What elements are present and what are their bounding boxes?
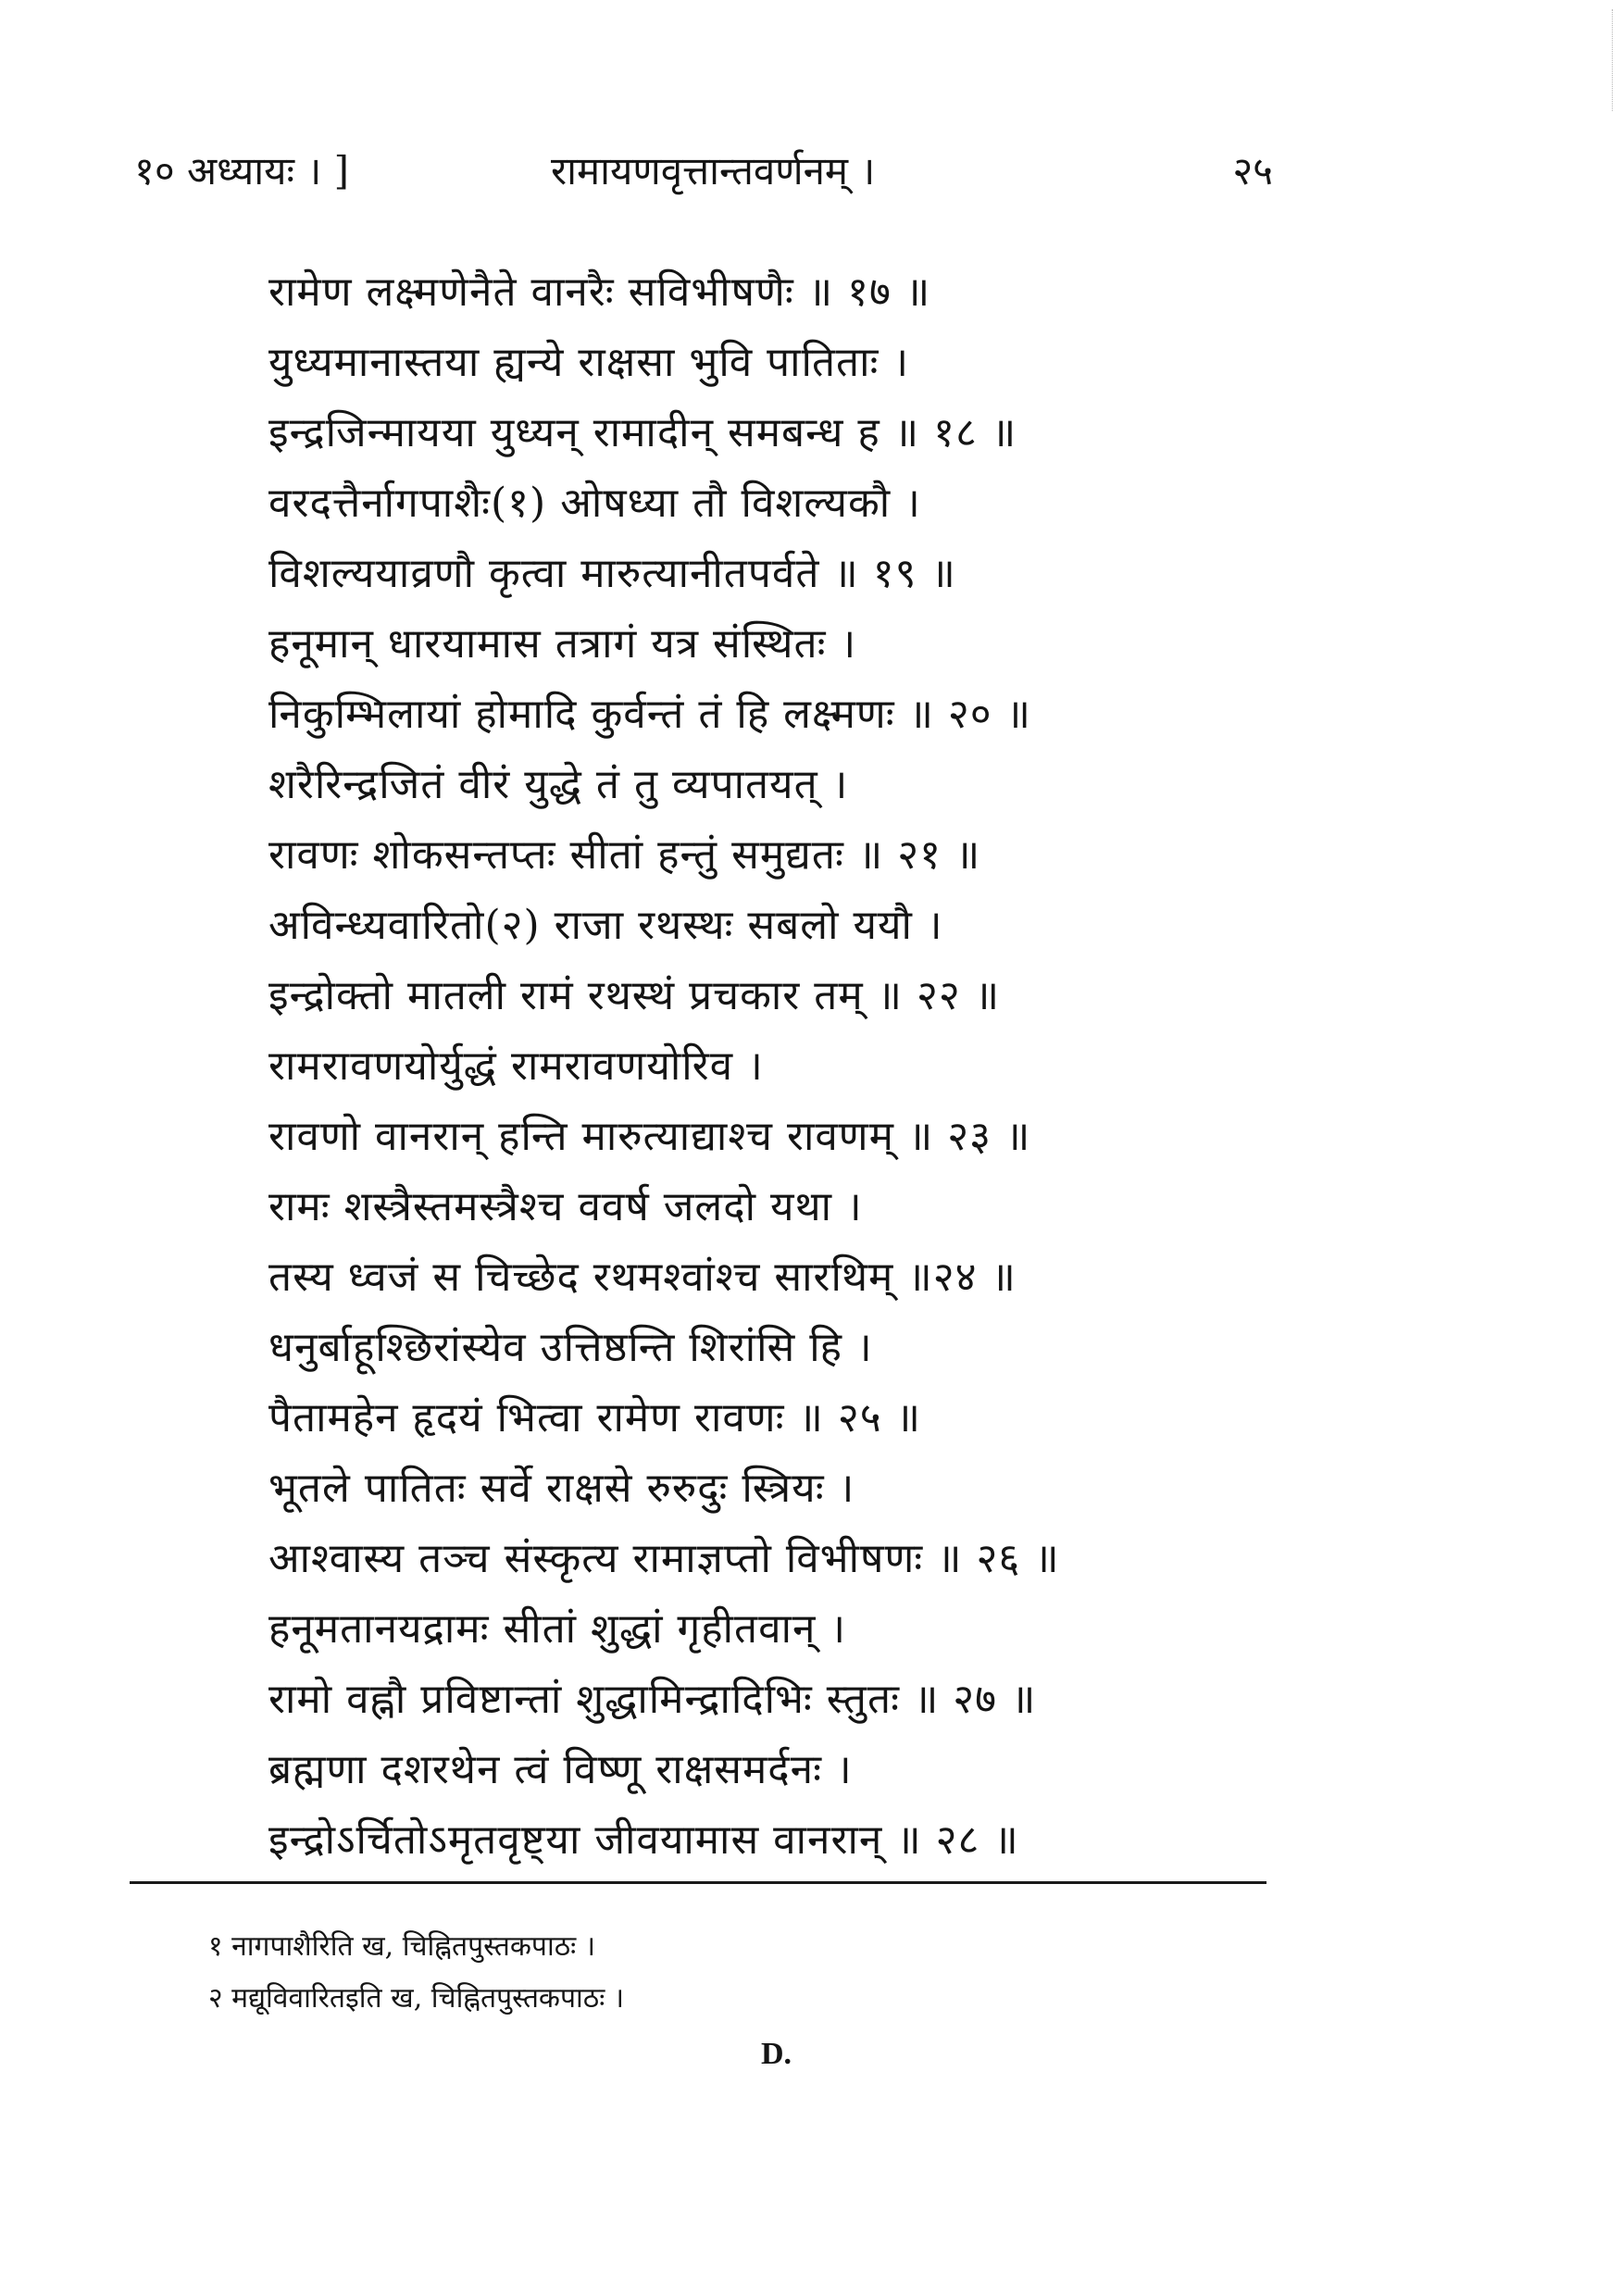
page-number: २५	[1232, 148, 1273, 193]
signature-mark: D.	[761, 2037, 792, 2071]
verse-line: रावणो वानरान् हन्ति मारुत्याद्याश्च रावणम् ॥ २३ ॥	[268, 1113, 1031, 1160]
verse-line: रामरावणयोर्युद्धं रामरावणयोरिव ।	[268, 1042, 764, 1090]
scan-edge-mark	[1612, 9, 1618, 111]
verse-line: रामः शस्त्रैस्तमस्त्रैश्च ववर्ष जलदो यथा ।	[268, 1183, 863, 1230]
footnote-divider	[130, 1881, 1266, 1884]
verse-line: भूतले पातितः सर्वे राक्षसे रुरुदुः स्त्रियः ।	[268, 1465, 855, 1512]
verse-line: वरदत्तैर्नागपाशैः(१) ओषध्या तौ विशल्यकौ ।	[268, 480, 921, 527]
footnote: १ नागपाशैरिति ख, चिह्नितपुस्तकपाठः ।	[208, 1930, 596, 1963]
verse-line: ब्रह्मणा दशरथेन त्वं विष्णू राक्षसमर्दनः ।	[268, 1746, 853, 1793]
verse-line: इन्द्रोक्तो मातली रामं रथस्थं प्रचकार तम् ॥ २२ ॥	[268, 972, 1001, 1019]
verse-line: हनूमतानयद्रामः सीतां शुद्धां गृहीतवान् ।	[268, 1605, 847, 1653]
verse-line: हनूमान् धारयामास तत्रागं यत्र संस्थितः ।	[268, 620, 857, 668]
verse-line: अविन्ध्यवारितो(२) राजा रथस्थः सबलो ययौ ।	[268, 902, 943, 949]
chapter-label: १० अध्यायः । ]	[134, 148, 349, 193]
page-heading: रामायणवृत्तान्तवर्णनम् ।	[551, 148, 876, 193]
verse-line: रावणः शोकसन्तप्तः सीतां हन्तुं समुद्यतः ॥ २१ ॥	[268, 831, 981, 879]
verse-line: पैतामहेन हृदयं भित्वा रामेण रावणः ॥ २५ ॥	[268, 1394, 921, 1441]
footnote-list	[208, 1921, 1134, 2025]
verse-line: युध्यमानास्तया ह्यन्ये राक्षसा भुवि पातिताः ।	[268, 339, 910, 386]
verse-line: निकुम्भिलायां होमादि कुर्वन्तं तं हि लक्ष्मणः ॥ २० ॥	[268, 691, 1032, 738]
verse-line: इन्द्रोऽर्चितोऽमृतवृष्ट्या जीवयामास वानरान् ॥ २८ ॥	[268, 1816, 1019, 1864]
verse-line: इन्द्रजिन्मायया युध्यन् रामादीन् समबन्ध ह ॥ १८ ॥	[268, 409, 1017, 456]
verse-line: धनुर्बाहूश्छिरांस्येव उत्तिष्ठन्ति शिरांसि हि ।	[268, 1324, 873, 1371]
verse-line: रामेण लक्ष्मणेनैते वानरैः सविभीषणैः ॥ १७ ॥	[268, 268, 931, 316]
verse-line: आश्वास्य तञ्च संस्कृत्य रामाज्ञप्तो विभीषणः ॥ २६ ॥	[268, 1535, 1060, 1582]
footnote: २ मद्यूविवारितइति ख, चिह्नितपुस्तकपाठः ।	[208, 1982, 625, 2015]
verse-line: तस्य ध्वजं स चिच्छेद रथमश्वांश्च सारथिम् ॥२४ ॥	[268, 1254, 1017, 1301]
verse-line: रामो वह्नौ प्रविष्टान्तां शुद्धामिन्द्रादिभिः स्तुतः ॥ २७ ॥	[268, 1676, 1037, 1723]
verse-line: शरैरिन्द्रजितं वीरं युद्धे तं तु व्यपातयत् ।	[268, 761, 849, 808]
verse-line: विशल्ययाव्रणौ कृत्वा मारुत्यानीतपर्वते ॥ १९ ॥	[268, 550, 956, 597]
running-head	[134, 139, 1273, 204]
verse-list	[268, 257, 1287, 1876]
